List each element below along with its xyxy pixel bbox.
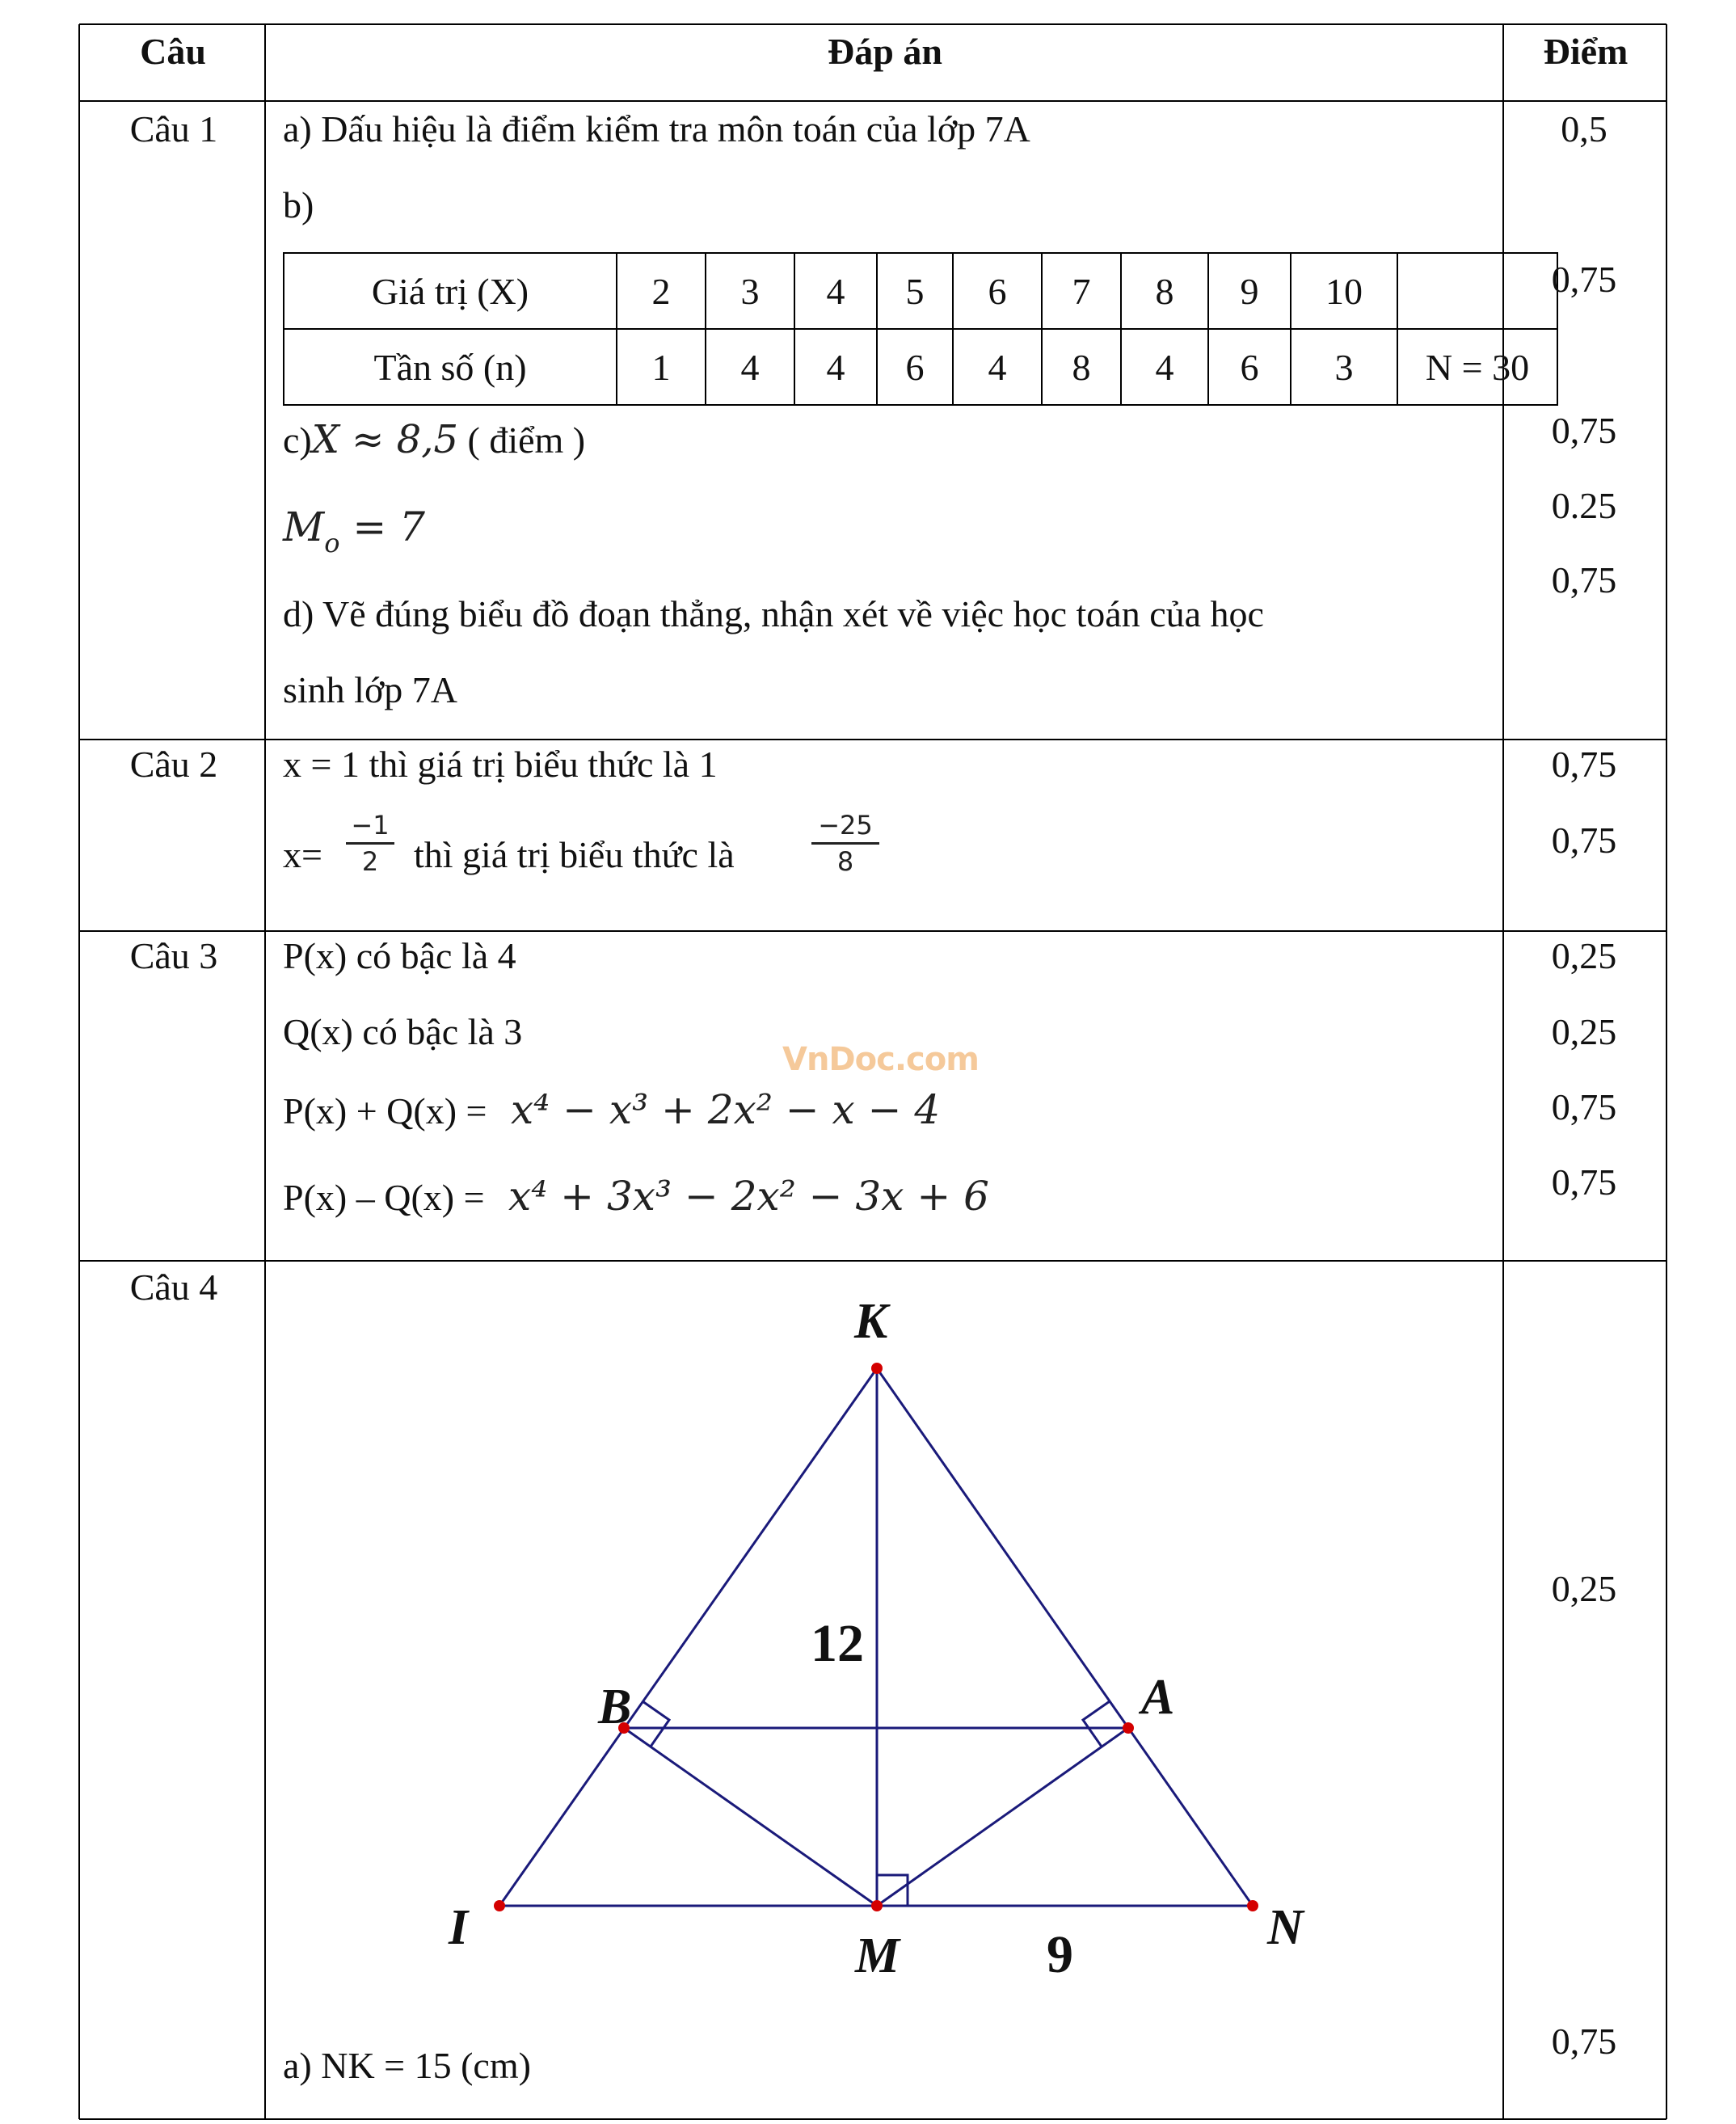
q1-part-d-line2: sinh lớp 7A <box>283 669 458 710</box>
table-cell: N = 30 <box>1397 329 1557 405</box>
label-N: N <box>1267 1900 1304 1955</box>
point-A-dot <box>1123 1722 1134 1734</box>
score: 0,75 <box>1551 259 1617 300</box>
table-cell: 9 <box>1208 253 1291 329</box>
score: 0,75 <box>1551 744 1617 785</box>
score: 0,25 <box>1551 1011 1617 1052</box>
label-I: I <box>449 1900 469 1955</box>
table-cell: 5 <box>877 253 953 329</box>
q2-line1: x = 1 thì giá trị biểu thức là 1 <box>283 744 718 785</box>
q3-line2: Q(x) có bậc là 3 <box>283 1011 523 1052</box>
fraction-denominator: 8 <box>836 846 854 877</box>
table-cell: 4 <box>1121 329 1208 405</box>
right-angle-mark-B <box>643 1701 669 1747</box>
segment-KN <box>877 1368 1253 1906</box>
table-cell: 8 <box>1042 329 1121 405</box>
q1-label: Câu 1 <box>129 108 218 150</box>
label-A: A <box>1141 1670 1175 1725</box>
q3-line1: P(x) có bậc là 4 <box>283 935 516 976</box>
score: 0,25 <box>1551 935 1617 976</box>
table-cell: 1 <box>617 329 706 405</box>
score: 0,75 <box>1551 1161 1617 1203</box>
label-M: M <box>855 1928 900 1983</box>
fraction-denominator: 2 <box>361 846 379 877</box>
segment-BM <box>624 1728 877 1906</box>
point-I-dot <box>494 1900 505 1911</box>
mode-subscript: o <box>324 528 340 558</box>
vndoc-watermark: VnDoc.com <box>782 1041 979 1078</box>
table-cell: 8 <box>1121 253 1208 329</box>
q4-part-a: a) NK = 15 (cm) <box>283 2045 531 2086</box>
q1-c-prefix: c) <box>283 419 312 461</box>
table-header-value: Giá trị (X) <box>284 253 617 329</box>
q2-line2-mid: thì giá trị biểu thức là <box>414 834 735 875</box>
q2-label: Câu 2 <box>129 744 218 785</box>
mode-symbol: M <box>283 504 325 550</box>
point-M-dot <box>871 1900 883 1911</box>
score: 0,75 <box>1551 1086 1617 1127</box>
table-cell: 6 <box>877 329 953 405</box>
header-diem: Điểm <box>1543 31 1629 72</box>
q2-line2-prefix: x= <box>283 834 322 875</box>
table-cell: 2 <box>617 253 706 329</box>
table-cell: 4 <box>794 329 877 405</box>
point-N-dot <box>1247 1900 1258 1911</box>
label-length-9: 9 <box>1047 1925 1073 1984</box>
point-K-dot <box>871 1363 883 1374</box>
q3-label: Câu 3 <box>129 935 218 976</box>
table-header-frequency: Tần số (n) <box>284 329 617 405</box>
table-cell: 3 <box>1291 329 1397 405</box>
q1-part-a: a) Dấu hiệu là điểm kiểm tra môn toán của lớp 7A <box>283 108 1030 150</box>
table-cell: 4 <box>706 329 794 405</box>
q3-line3-prefix: P(x) + Q(x) = <box>283 1090 487 1132</box>
score: 0.25 <box>1551 485 1617 526</box>
segment-AM <box>877 1728 1128 1906</box>
right-angle-mark-A <box>1083 1701 1110 1747</box>
table-cell: 6 <box>953 253 1042 329</box>
table-cell: 10 <box>1291 253 1397 329</box>
polynomial-difference: x⁴ + 3x³ − 2x² − 3x + 6 <box>508 1173 989 1220</box>
q4-label: Câu 4 <box>129 1266 218 1308</box>
table-cell: 4 <box>953 329 1042 405</box>
q1-c-suffix: ( điểm ) <box>467 419 586 461</box>
header-cau: Câu <box>140 31 206 72</box>
label-B: B <box>598 1679 632 1734</box>
fraction-numerator: −25 <box>818 810 873 841</box>
table-cell: 6 <box>1208 329 1291 405</box>
q3-line4-prefix: P(x) – Q(x) = <box>283 1177 485 1218</box>
fraction-numerator: −1 <box>351 810 390 841</box>
label-K: K <box>854 1294 888 1349</box>
table-cell: 3 <box>706 253 794 329</box>
mode-value: = 7 <box>339 504 425 550</box>
score: 0,5 <box>1561 108 1607 150</box>
score: 0,75 <box>1551 820 1617 861</box>
table-cell: 7 <box>1042 253 1121 329</box>
mean-formula: X ≈ 8,5 <box>311 417 458 462</box>
q1-part-d-line1: d) Vẽ đúng biểu đồ đoạn thẳng, nhận xét về việc học toán của học <box>283 593 1264 634</box>
score: 0,75 <box>1551 410 1617 451</box>
table-cell: 4 <box>794 253 877 329</box>
label-length-12: 12 <box>811 1614 864 1673</box>
q1-part-b: b) <box>283 184 314 225</box>
score: 0,25 <box>1551 1568 1617 1609</box>
score: 0,75 <box>1551 2021 1617 2062</box>
header-dap-an: Đáp án <box>828 31 942 72</box>
score: 0,75 <box>1551 559 1617 601</box>
polynomial-sum: x⁴ − x³ + 2x² − x − 4 <box>510 1086 941 1133</box>
